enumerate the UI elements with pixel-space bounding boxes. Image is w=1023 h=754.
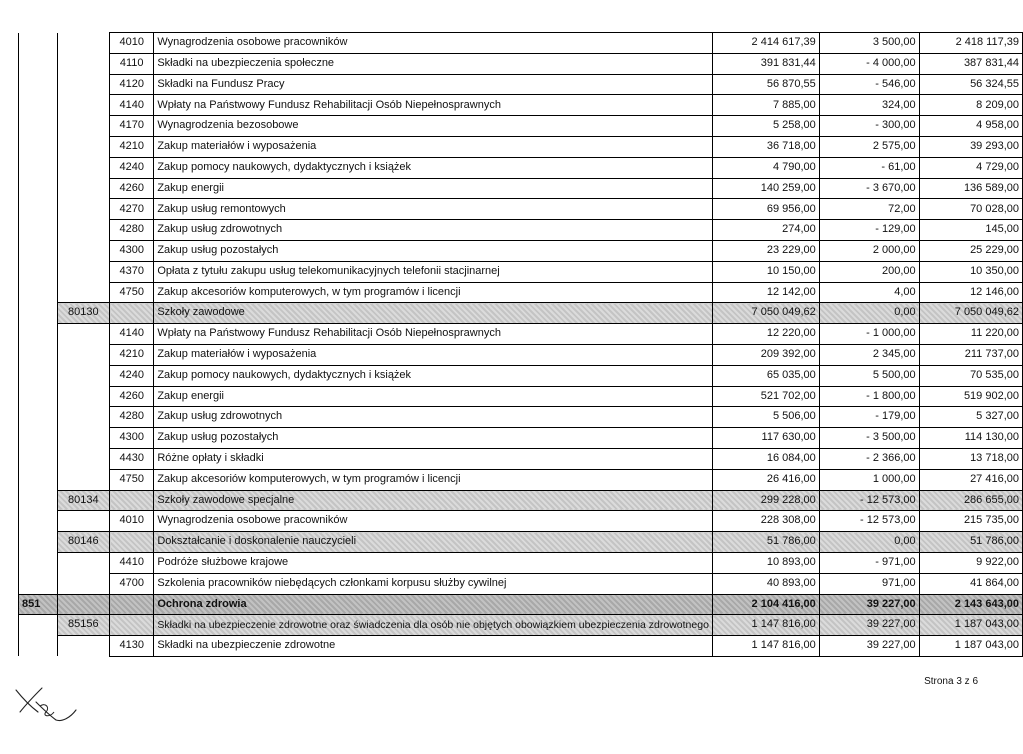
chapter-total-row xyxy=(19,490,1023,511)
value-change: - 4 000,00 xyxy=(819,53,919,74)
item-name: Wpłaty na Państwowy Fundusz Rehabilitacji Osób Niepełnosprawnych xyxy=(154,324,713,345)
value-change: - 12 573,00 xyxy=(819,490,919,511)
chapter-cell xyxy=(57,95,110,116)
item-name: Składki na ubezpieczenie zdrowotne oraz świadczenia dla osób nie objętych obowiązkiem ubezpieczenia zdrowotnego xyxy=(154,615,713,636)
chapter-cell xyxy=(57,74,110,95)
section-cell xyxy=(19,199,58,220)
table-row xyxy=(19,636,1023,657)
value-after: 4 729,00 xyxy=(919,157,1022,178)
value-plan: 4 790,00 xyxy=(712,157,819,178)
chapter-cell xyxy=(57,282,110,303)
chapter-cell xyxy=(57,448,110,469)
chapter-cell xyxy=(57,199,110,220)
chapter-cell xyxy=(57,324,110,345)
item-name: Zakup pomocy naukowych, dydaktycznych i książek xyxy=(154,365,713,386)
handwritten-signature-icon xyxy=(10,682,80,727)
value-change: 2 575,00 xyxy=(819,136,919,157)
paragraph-code: 4010 xyxy=(110,511,154,532)
value-change: 3 500,00 xyxy=(819,33,919,54)
item-name: Składki na Fundusz Pracy xyxy=(154,74,713,95)
value-after: 7 050 049,62 xyxy=(919,303,1022,324)
paragraph-code: 4210 xyxy=(110,136,154,157)
item-name: Zakup energii xyxy=(154,178,713,199)
paragraph-code: 4260 xyxy=(110,178,154,199)
value-after: 12 146,00 xyxy=(919,282,1022,303)
item-name: Zakup usług zdrowotnych xyxy=(154,220,713,241)
value-after: 27 416,00 xyxy=(919,469,1022,490)
paragraph-code: 4410 xyxy=(110,552,154,573)
item-name: Wpłaty na Państwowy Fundusz Rehabilitacji Osób Niepełnosprawnych xyxy=(154,95,713,116)
value-plan: 7 050 049,62 xyxy=(712,303,819,324)
paragraph-code: 4120 xyxy=(110,74,154,95)
chapter-code: 80130 xyxy=(57,303,110,324)
value-after: 39 293,00 xyxy=(919,136,1022,157)
paragraph-code: 4260 xyxy=(110,386,154,407)
value-after: 4 958,00 xyxy=(919,116,1022,137)
paragraph-code: 4280 xyxy=(110,220,154,241)
section-cell xyxy=(19,261,58,282)
table-row xyxy=(19,386,1023,407)
section-cell xyxy=(19,95,58,116)
paragraph-cell xyxy=(110,303,154,324)
table-row xyxy=(19,74,1023,95)
chapter-cell xyxy=(57,573,110,594)
paragraph-code: 4140 xyxy=(110,324,154,345)
page-number: Strona 3 z 6 xyxy=(924,676,978,687)
value-after: 1 187 043,00 xyxy=(919,636,1022,657)
table-row xyxy=(19,157,1023,178)
chapter-cell xyxy=(57,178,110,199)
section-cell xyxy=(19,53,58,74)
value-change: - 300,00 xyxy=(819,116,919,137)
table-row xyxy=(19,448,1023,469)
value-plan: 65 035,00 xyxy=(712,365,819,386)
value-after: 145,00 xyxy=(919,220,1022,241)
value-change: 200,00 xyxy=(819,261,919,282)
item-name: Zakup akcesoriów komputerowych, w tym programów i licencji xyxy=(154,469,713,490)
item-name: Ochrona zdrowia xyxy=(154,594,713,615)
section-code: 851 xyxy=(19,594,58,615)
item-name: Składki na ubezpieczenie zdrowotne xyxy=(154,636,713,657)
table-row xyxy=(19,511,1023,532)
value-plan: 299 228,00 xyxy=(712,490,819,511)
chapter-cell xyxy=(57,344,110,365)
value-plan: 56 870,55 xyxy=(712,74,819,95)
item-name: Wynagrodzenia osobowe pracowników xyxy=(154,511,713,532)
value-change: - 3 500,00 xyxy=(819,428,919,449)
section-cell xyxy=(19,136,58,157)
item-name: Szkolenia pracowników niebędących członkami korpusu służby cywilnej xyxy=(154,573,713,594)
chapter-cell xyxy=(57,157,110,178)
section-cell xyxy=(19,220,58,241)
item-name: Zakup usług zdrowotnych xyxy=(154,407,713,428)
value-plan: 7 885,00 xyxy=(712,95,819,116)
chapter-cell xyxy=(57,469,110,490)
paragraph-code: 4300 xyxy=(110,428,154,449)
value-change: 324,00 xyxy=(819,95,919,116)
item-name: Opłata z tytułu zakupu usług telekomunikacyjnych telefonii stacjinarnej xyxy=(154,261,713,282)
chapter-cell xyxy=(57,116,110,137)
value-plan: 10 150,00 xyxy=(712,261,819,282)
table-row xyxy=(19,428,1023,449)
value-change: - 546,00 xyxy=(819,74,919,95)
value-after: 9 922,00 xyxy=(919,552,1022,573)
value-change: - 61,00 xyxy=(819,157,919,178)
section-cell xyxy=(19,33,58,54)
section-cell xyxy=(19,490,58,511)
value-after: 25 229,00 xyxy=(919,240,1022,261)
value-plan: 274,00 xyxy=(712,220,819,241)
section-cell xyxy=(19,448,58,469)
section-cell xyxy=(19,344,58,365)
value-after: 11 220,00 xyxy=(919,324,1022,345)
value-after: 2 143 643,00 xyxy=(919,594,1022,615)
paragraph-code: 4750 xyxy=(110,282,154,303)
section-cell xyxy=(19,532,58,553)
value-change: - 2 366,00 xyxy=(819,448,919,469)
section-cell xyxy=(19,428,58,449)
value-after: 13 718,00 xyxy=(919,448,1022,469)
value-plan: 36 718,00 xyxy=(712,136,819,157)
paragraph-code: 4370 xyxy=(110,261,154,282)
value-plan: 40 893,00 xyxy=(712,573,819,594)
item-name: Zakup materiałów i wyposażenia xyxy=(154,136,713,157)
table-row xyxy=(19,220,1023,241)
value-plan: 16 084,00 xyxy=(712,448,819,469)
paragraph-code: 4280 xyxy=(110,407,154,428)
item-name: Wynagrodzenia osobowe pracowników xyxy=(154,33,713,54)
value-after: 5 327,00 xyxy=(919,407,1022,428)
item-name: Zakup usług pozostałych xyxy=(154,240,713,261)
chapter-cell xyxy=(57,386,110,407)
section-cell xyxy=(19,303,58,324)
value-plan: 23 229,00 xyxy=(712,240,819,261)
section-cell xyxy=(19,74,58,95)
section-cell xyxy=(19,469,58,490)
value-plan: 1 147 816,00 xyxy=(712,636,819,657)
value-after: 2 418 117,39 xyxy=(919,33,1022,54)
value-change: 0,00 xyxy=(819,532,919,553)
value-plan: 2 414 617,39 xyxy=(712,33,819,54)
paragraph-code: 4010 xyxy=(110,33,154,54)
table-row xyxy=(19,365,1023,386)
paragraph-cell xyxy=(110,594,154,615)
value-after: 519 902,00 xyxy=(919,386,1022,407)
value-change: - 179,00 xyxy=(819,407,919,428)
item-name: Podróże służbowe krajowe xyxy=(154,552,713,573)
table-row xyxy=(19,407,1023,428)
chapter-total-row xyxy=(19,615,1023,636)
paragraph-code: 4270 xyxy=(110,199,154,220)
section-cell xyxy=(19,178,58,199)
value-after: 114 130,00 xyxy=(919,428,1022,449)
chapter-cell xyxy=(57,407,110,428)
value-plan: 69 956,00 xyxy=(712,199,819,220)
table-row xyxy=(19,344,1023,365)
item-name: Zakup pomocy naukowych, dydaktycznych i książek xyxy=(154,157,713,178)
value-after: 215 735,00 xyxy=(919,511,1022,532)
value-after: 387 831,44 xyxy=(919,53,1022,74)
item-name: Różne opłaty i składki xyxy=(154,448,713,469)
section-cell xyxy=(19,324,58,345)
chapter-cell xyxy=(57,53,110,74)
paragraph-cell xyxy=(110,532,154,553)
value-change: 971,00 xyxy=(819,573,919,594)
table-row xyxy=(19,261,1023,282)
value-plan: 1 147 816,00 xyxy=(712,615,819,636)
section-cell xyxy=(19,573,58,594)
paragraph-cell xyxy=(110,490,154,511)
value-change: - 12 573,00 xyxy=(819,511,919,532)
chapter-cell xyxy=(57,636,110,657)
paragraph-cell xyxy=(110,615,154,636)
value-change: 39 227,00 xyxy=(819,636,919,657)
value-plan: 209 392,00 xyxy=(712,344,819,365)
table-row xyxy=(19,573,1023,594)
section-cell xyxy=(19,407,58,428)
item-name: Zakup usług remontowych xyxy=(154,199,713,220)
value-after: 1 187 043,00 xyxy=(919,615,1022,636)
value-plan: 12 142,00 xyxy=(712,282,819,303)
table-row xyxy=(19,324,1023,345)
value-plan: 51 786,00 xyxy=(712,532,819,553)
chapter-total-row xyxy=(19,532,1023,553)
section-cell xyxy=(19,511,58,532)
value-after: 8 209,00 xyxy=(919,95,1022,116)
table-row xyxy=(19,469,1023,490)
section-cell xyxy=(19,636,58,657)
table-row xyxy=(19,116,1023,137)
value-plan: 140 259,00 xyxy=(712,178,819,199)
budget-table xyxy=(18,32,1023,657)
item-name: Zakup energii xyxy=(154,386,713,407)
value-plan: 5 258,00 xyxy=(712,116,819,137)
chapter-cell xyxy=(57,220,110,241)
chapter-cell xyxy=(57,552,110,573)
chapter-code: 80134 xyxy=(57,490,110,511)
paragraph-code: 4700 xyxy=(110,573,154,594)
table-row xyxy=(19,136,1023,157)
value-change: 2 000,00 xyxy=(819,240,919,261)
paragraph-code: 4750 xyxy=(110,469,154,490)
value-after: 56 324,55 xyxy=(919,74,1022,95)
value-after: 70 028,00 xyxy=(919,199,1022,220)
table-row xyxy=(19,178,1023,199)
paragraph-code: 4130 xyxy=(110,636,154,657)
value-plan: 2 104 416,00 xyxy=(712,594,819,615)
value-change: 5 500,00 xyxy=(819,365,919,386)
value-change: 4,00 xyxy=(819,282,919,303)
table-row xyxy=(19,240,1023,261)
value-change: 1 000,00 xyxy=(819,469,919,490)
section-cell xyxy=(19,552,58,573)
value-after: 51 786,00 xyxy=(919,532,1022,553)
chapter-cell xyxy=(57,428,110,449)
item-name: Wynagrodzenia bezosobowe xyxy=(154,116,713,137)
value-change: - 1 800,00 xyxy=(819,386,919,407)
table-row xyxy=(19,282,1023,303)
chapter-cell xyxy=(57,33,110,54)
value-change: - 129,00 xyxy=(819,220,919,241)
table-row xyxy=(19,552,1023,573)
section-cell xyxy=(19,386,58,407)
paragraph-code: 4240 xyxy=(110,365,154,386)
value-plan: 228 308,00 xyxy=(712,511,819,532)
item-name: Zakup usług pozostałych xyxy=(154,428,713,449)
table-row xyxy=(19,95,1023,116)
value-change: 0,00 xyxy=(819,303,919,324)
paragraph-code: 4170 xyxy=(110,116,154,137)
value-change: - 1 000,00 xyxy=(819,324,919,345)
value-after: 211 737,00 xyxy=(919,344,1022,365)
item-name: Szkoły zawodowe xyxy=(154,303,713,324)
value-plan: 117 630,00 xyxy=(712,428,819,449)
value-plan: 26 416,00 xyxy=(712,469,819,490)
value-change: 39 227,00 xyxy=(819,594,919,615)
table-row xyxy=(19,33,1023,54)
section-cell xyxy=(19,282,58,303)
paragraph-code: 4300 xyxy=(110,240,154,261)
item-name: Składki na ubezpieczenia społeczne xyxy=(154,53,713,74)
section-cell xyxy=(19,157,58,178)
value-after: 286 655,00 xyxy=(919,490,1022,511)
section-cell xyxy=(19,116,58,137)
paragraph-code: 4110 xyxy=(110,53,154,74)
chapter-cell xyxy=(57,594,110,615)
item-name: Zakup materiałów i wyposażenia xyxy=(154,344,713,365)
chapter-code: 80146 xyxy=(57,532,110,553)
budget-table-body xyxy=(19,33,1023,657)
value-after: 41 864,00 xyxy=(919,573,1022,594)
chapter-total-row xyxy=(19,303,1023,324)
section-cell xyxy=(19,615,58,636)
value-after: 136 589,00 xyxy=(919,178,1022,199)
value-after: 70 535,00 xyxy=(919,365,1022,386)
item-name: Zakup akcesoriów komputerowych, w tym programów i licencji xyxy=(154,282,713,303)
chapter-code: 85156 xyxy=(57,615,110,636)
section-cell xyxy=(19,365,58,386)
chapter-cell xyxy=(57,511,110,532)
item-name: Szkoły zawodowe specjalne xyxy=(154,490,713,511)
chapter-cell xyxy=(57,365,110,386)
value-plan: 12 220,00 xyxy=(712,324,819,345)
value-change: 2 345,00 xyxy=(819,344,919,365)
value-change: - 971,00 xyxy=(819,552,919,573)
value-after: 10 350,00 xyxy=(919,261,1022,282)
paragraph-code: 4240 xyxy=(110,157,154,178)
value-plan: 5 506,00 xyxy=(712,407,819,428)
table-row xyxy=(19,199,1023,220)
table-row xyxy=(19,53,1023,74)
chapter-cell xyxy=(57,240,110,261)
paragraph-code: 4430 xyxy=(110,448,154,469)
value-change: - 3 670,00 xyxy=(819,178,919,199)
section-cell xyxy=(19,240,58,261)
value-change: 39 227,00 xyxy=(819,615,919,636)
item-name: Dokształcanie i doskonalenie nauczycieli xyxy=(154,532,713,553)
value-plan: 391 831,44 xyxy=(712,53,819,74)
value-plan: 10 893,00 xyxy=(712,552,819,573)
paragraph-code: 4210 xyxy=(110,344,154,365)
chapter-cell xyxy=(57,261,110,282)
paragraph-code: 4140 xyxy=(110,95,154,116)
value-plan: 521 702,00 xyxy=(712,386,819,407)
value-change: 72,00 xyxy=(819,199,919,220)
section-total-row xyxy=(19,594,1023,615)
chapter-cell xyxy=(57,136,110,157)
